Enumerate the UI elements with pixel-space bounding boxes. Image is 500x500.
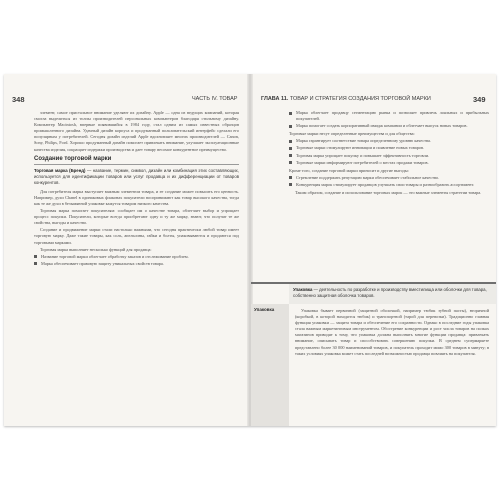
list-item: Марка помогает создать корпоративный имидж компании и облегчает выпуск новых товаров. (289, 123, 489, 129)
list-item: Торговые марки информируют потребителей о местах продажи товаров. (289, 160, 489, 166)
intro-paragraph: элемент, самое пристальное внимание уделяют их дизайну. Apple — одна из ведущих компаний, которая смогла выделиться из толпы производителей персональных компьютеров благодаря стильному дизайну. Компьютер Macintosh, впервые появившийся в 1984 году, стал одним из самых известных образцов промышленного дизайна. Удачный дизайн корпуса и продуманный пользовательский интерфейс сделали его популярным у потребителей. Сегодня дизайн изделий Apple вдохновляет многих производителей — Canon, Sony, Philips, Ford. Хорошо продуманный дизайн помогает привлекать внимание, улучшает эксплуатационные качества изделия, сокращает издержки производства и дает товару весомое конкурентное преимущество. (34, 110, 239, 152)
square-bullet-icon (289, 140, 292, 143)
square-bullet-icon (289, 147, 292, 150)
right-page (251, 74, 496, 426)
list-item: Марка облегчает продавцу сегментацию рынка и позволяет привлечь лояльных и прибыльных покупателей. (289, 110, 489, 122)
paragraph: Торговая марка выполняет несколько функций для продавца: (40, 246, 152, 252)
side-term-box (251, 304, 289, 426)
paragraph: Торговая марка помогает покупателям: сообщает им о качестве товара, облегчает выбор и упрощает процесс покупки. Покупатели, которые всегда приобретают одну и ту же марку, знают, что получат те же свойства, выгоды и качество. (34, 208, 239, 226)
square-bullet-icon (289, 154, 292, 157)
list-item: Стремление поддержать репутацию марки обеспечивает стабильное качество. (289, 175, 489, 181)
paragraph: Для потребителя марка выступает важным элементом товара, и ее создание может повысить его ценность. Например, духи Chanel в одинаковых флаконах покупатели воспринимают как товар высокого качества, тогда как те же духи в безымянной упаковке кажутся товаром низкого качества. (34, 188, 239, 206)
square-bullet-icon (289, 125, 292, 128)
square-bullet-icon (289, 161, 292, 164)
list-item: Марка гарантирует соответствие товара определенному уровню качества. (289, 138, 489, 144)
list-item: Конкуренция марок стимулирует продавцов улучшать свои товары и разнообразить ассортимент. (289, 182, 489, 188)
list-item: Торговые марки стимулируют инновации и появление новых товаров. (289, 145, 489, 151)
square-bullet-icon (289, 183, 292, 186)
brand-definition-text: — название, термин, символ, дизайн или комбинация этих составляющих, используется для идентификации товаров или услуг продавца и их дифференциации от товаров конкурентов. (34, 167, 240, 185)
packaging-definition (293, 287, 492, 299)
square-bullet-icon (34, 255, 37, 258)
running-head-left: ЧАСТЬ IV. ТОВАР (192, 96, 238, 102)
left-page (4, 74, 249, 426)
brand-definition-term: Торговая марка (Бренд) (34, 167, 86, 173)
left-bullet-list (34, 254, 239, 267)
square-bullet-icon (289, 112, 292, 115)
paragraph: Создание и продвижение марки стали настолько важными, что сегодня практически любой товар имеет торговую марку. Даже такие товары, как соль, апельсины, гайки и болты, упаковываются и продаются под торговыми марками. (34, 227, 239, 245)
paragraph: Кроме того, создание торговой марки приносит и другие выгоды: (289, 167, 409, 173)
right-column-top (289, 110, 489, 197)
left-column (34, 110, 239, 269)
section-rule (34, 164, 239, 165)
square-bullet-icon (34, 262, 37, 265)
square-bullet-icon (289, 176, 292, 179)
paragraph: Упаковка бывает первичной (защитной оболочкой, например тюбик зубной пасты), вторичной (коробкой, в которой находится тюбик) и транспортной (тарой для перевозки). Традиционно главная функция упаковки — защита товара и обеспечение его сохранности. Однако в последние годы упаковка стала важным маркетинговым инструментом. Обострение конкуренции и рост числа товаров на полках магазинов приводят к тому, что упаковка должна выполнять многие функции продавца: привлекать внимание, описывать товар и способствовать совершению покупки. В среднем супермаркете представлено более 30 000 наименований товаров, и покупатель проходит мимо 300 товаров в минуту; в таких условиях упаковка может стать последней возможностью продавца повлиять на покупателя. (295, 308, 489, 356)
list-item: Марка обеспечивает правовую защиту уникальных свойств товара. (34, 261, 239, 267)
list-item: Торговая марка упрощает покупку и повышает эффективность торговли. (289, 153, 489, 159)
section-title: Создание торговой марки (34, 155, 112, 162)
paragraph: Таким образом, создание и использование торговых марок — это важные элементы стратегии товара. (295, 190, 482, 196)
running-head-right: ГЛАВА 11. ТОВАР И СТРАТЕГИЯ СОЗДАНИЯ ТОРГОВОЙ МАРКИ (261, 96, 431, 102)
open-book-spread (4, 74, 496, 426)
page-number-right: 349 (473, 95, 486, 104)
packaging-definition-band (289, 284, 496, 304)
list-item: Название торговой марки облегчает обработку заказов и отслеживание проблем. (34, 254, 239, 260)
page-number-left: 348 (12, 95, 25, 104)
right-bullet-list-mid (289, 138, 489, 165)
packaging-definition-text: — деятельность по разработке и производству вместилища или оболочки для товара, собственно защитная оболочка товаров. (293, 287, 487, 298)
packaging-definition-term: Упаковка (293, 287, 313, 292)
right-bullet-list-two (289, 175, 489, 188)
right-column-bottom (295, 308, 489, 358)
brand-definition (34, 168, 239, 186)
side-term-label: Упаковка (254, 307, 275, 312)
right-bullet-list-top (289, 110, 489, 129)
paragraph: Торговые марки несут определенные преимущества и для общества: (289, 131, 415, 137)
